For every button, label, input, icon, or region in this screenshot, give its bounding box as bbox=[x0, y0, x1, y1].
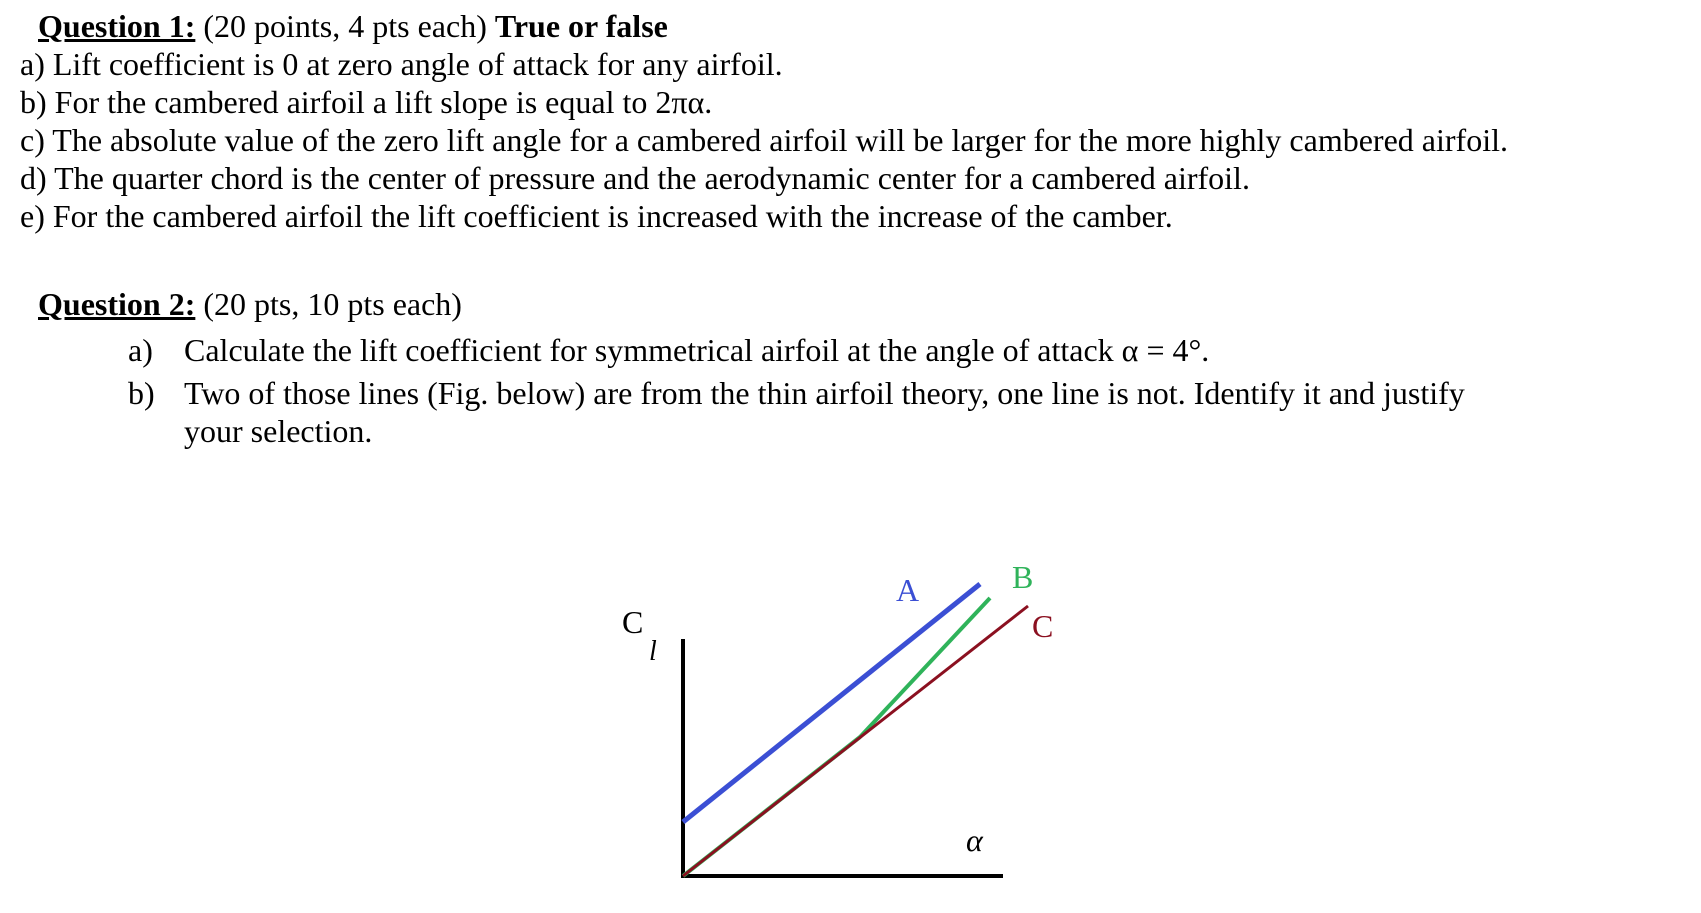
x-axis-label: α bbox=[966, 822, 983, 858]
question-1-title: Question 1: bbox=[38, 8, 196, 44]
question-1-item-d: d) The quarter chord is the center of pressure and the aerodynamic center for a cambered airfoil. bbox=[20, 160, 1250, 196]
question-2-item-b-continuation: your selection. bbox=[184, 413, 373, 449]
question-2-item-b-label: b) bbox=[128, 375, 155, 411]
question-1-points: (20 points, 4 pts each) bbox=[203, 8, 487, 44]
question-2-points: (20 pts, 10 pts each) bbox=[203, 286, 462, 322]
question-1-item-b: b) For the cambered airfoil a lift slope is equal to 2πα. bbox=[20, 84, 713, 120]
question-2-item-a-text: Calculate the lift coefficient for symmetrical airfoil at the angle of attack α = 4°. bbox=[184, 332, 1210, 368]
line-a bbox=[683, 584, 980, 822]
question-1-emphasis: True or false bbox=[494, 8, 668, 44]
y-axis-subscript: l bbox=[649, 636, 657, 667]
line-a-label: A bbox=[896, 572, 920, 608]
question-1-item-c: c) The absolute value of the zero lift angle for a cambered airfoil will be larger for the more highly cambered airfoil. bbox=[20, 122, 1508, 158]
question-2-item-a-label: a) bbox=[128, 332, 153, 368]
y-axis-label: C bbox=[622, 604, 644, 640]
line-c-label: C bbox=[1032, 608, 1054, 644]
question-2-title: Question 2: bbox=[38, 286, 196, 322]
question-1-item-e: e) For the cambered airfoil the lift coefficient is increased with the increase of the camber. bbox=[20, 198, 1173, 234]
question-2-item-b-text: Two of those lines (Fig. below) are from the thin airfoil theory, one line is not. Identify it and justify bbox=[184, 375, 1465, 411]
line-b-label: B bbox=[1012, 559, 1034, 595]
question-1-item-a: a) Lift coefficient is 0 at zero angle of attack for any airfoil. bbox=[20, 46, 783, 82]
